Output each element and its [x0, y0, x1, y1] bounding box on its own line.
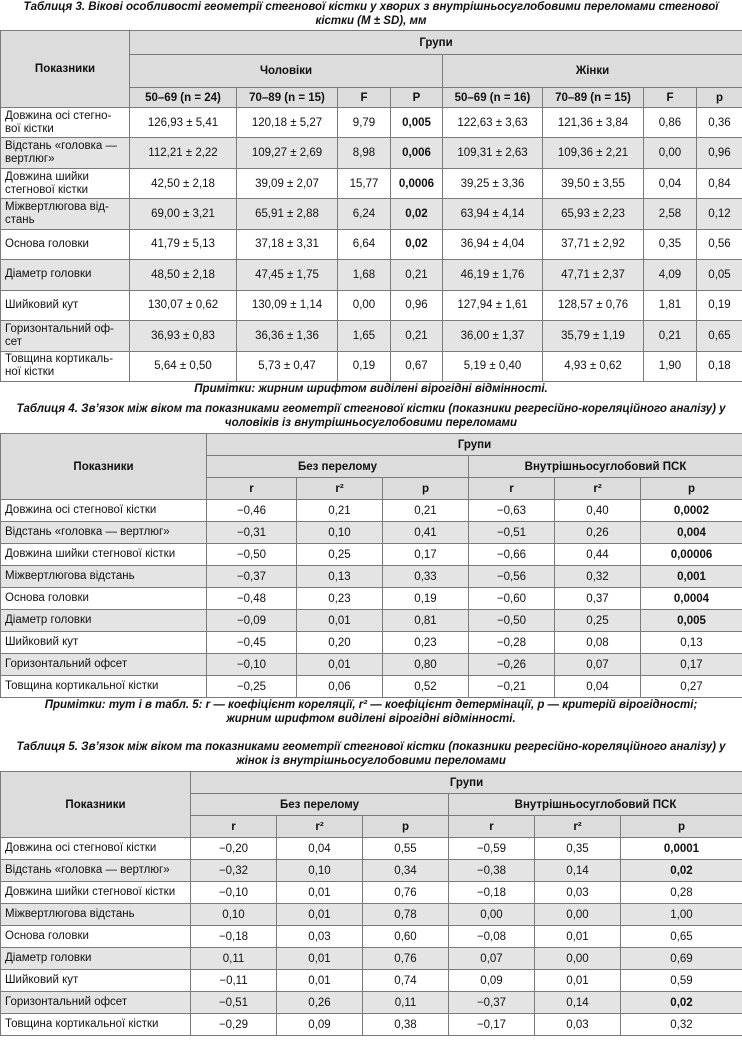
table-cell: −0,46: [207, 500, 297, 522]
row-label: Шийковий кут: [1, 970, 191, 992]
table-cell: 0,006: [391, 138, 443, 168]
table-cell: 0,02: [391, 199, 443, 229]
row-label: Товщина кортикаль-ної кістки: [1, 351, 130, 382]
table-cell: 0,26: [555, 522, 641, 544]
table-cell: 1,00: [621, 904, 742, 926]
table-cell: 39,25 ± 3,36: [443, 168, 543, 198]
table-cell: −0,26: [469, 654, 555, 676]
row-label: Горизонтальний оф-сет: [1, 321, 130, 351]
table-cell: −0,56: [469, 566, 555, 588]
table-cell: −0,17: [449, 1014, 535, 1036]
table-cell: 0,60: [363, 926, 449, 948]
table-cell: 0,14: [535, 992, 621, 1014]
table-cell: 0,00: [535, 904, 621, 926]
table-row: [1, 948, 742, 970]
table-cell: 0,05: [697, 260, 742, 290]
table-cell: 0,56: [697, 229, 742, 259]
table-cell: 109,31 ± 2,63: [443, 138, 543, 168]
table-cell: 0,00006: [641, 544, 742, 566]
row-label: Основа головки: [1, 588, 207, 610]
table-cell: 0,25: [555, 610, 641, 632]
table-cell: 2,58: [644, 199, 697, 229]
table-cell: 0,23: [383, 632, 469, 654]
table-cell: 127,94 ± 1,61: [443, 290, 543, 320]
table3-subheader-cell: 50–69 (n = 16): [443, 88, 543, 108]
table-cell: 0,07: [555, 654, 641, 676]
table-row: [1, 168, 742, 198]
table-row: [1, 138, 742, 168]
table-cell: 0,20: [297, 632, 383, 654]
row-label: Відстань «головка — вертлюг»: [1, 522, 207, 544]
table-row: [1, 610, 742, 632]
table-cell: 112,21 ± 2,22: [130, 138, 237, 168]
table4-header-fracture: Внутрішньосуглобовий ПСК: [469, 456, 742, 478]
table-cell: 0,00: [338, 290, 391, 320]
table-cell: 0,21: [297, 500, 383, 522]
table-cell: 5,73 ± 0,47: [237, 351, 338, 382]
table-cell: 0,09: [277, 1014, 363, 1036]
table-cell: 0,84: [697, 168, 742, 198]
table-cell: 0,33: [383, 566, 469, 588]
table-cell: 109,27 ± 2,69: [237, 138, 338, 168]
table-cell: 0,06: [297, 676, 383, 698]
row-label: Довжина осі стегнової кістки: [1, 838, 191, 860]
table-cell: −0,28: [469, 632, 555, 654]
table-cell: 0,01: [277, 970, 363, 992]
row-label: Міжвертлюгова від-стань: [1, 199, 130, 229]
table4-subheader-cell: p: [383, 478, 469, 500]
table3-header-men: Чоловіки: [130, 55, 443, 88]
table-cell: −0,48: [207, 588, 297, 610]
row-label: Шийковий кут: [1, 290, 130, 320]
table3-subheader-cell: F: [338, 88, 391, 108]
row-label: Довжина шийки стегнової кістки: [1, 168, 130, 198]
table-cell: 0,01: [277, 882, 363, 904]
table-cell: 122,63 ± 3,63: [443, 108, 543, 138]
table-cell: 4,93 ± 0,62: [543, 351, 644, 382]
table-cell: 0,03: [535, 882, 621, 904]
table-cell: 0,12: [697, 199, 742, 229]
table-row: [1, 654, 742, 676]
table-cell: 0,74: [363, 970, 449, 992]
table-cell: −0,45: [207, 632, 297, 654]
table-cell: 0,52: [383, 676, 469, 698]
table-cell: 0,38: [363, 1014, 449, 1036]
table-cell: 0,23: [297, 588, 383, 610]
table-row: [1, 544, 742, 566]
table-cell: 65,93 ± 2,23: [543, 199, 644, 229]
table-cell: 0,96: [391, 290, 443, 320]
table-cell: 0,28: [621, 882, 742, 904]
table-cell: 0,19: [338, 351, 391, 382]
table-cell: 0,10: [277, 860, 363, 882]
table-cell: 47,71 ± 2,37: [543, 260, 644, 290]
table-cell: 0,01: [535, 926, 621, 948]
table-cell: 0,21: [391, 260, 443, 290]
table-cell: −0,29: [191, 1014, 277, 1036]
table-cell: −0,66: [469, 544, 555, 566]
table-cell: 0,40: [555, 500, 641, 522]
table-cell: 0,37: [555, 588, 641, 610]
table-cell: 0,21: [644, 321, 697, 351]
table-row: [1, 970, 742, 992]
table3-note: Примітки: жирним шрифтом виділені вірогідні відмінності.: [194, 383, 548, 395]
table5-header-no-fracture: Без перелому: [191, 794, 449, 816]
table-cell: 0,00: [535, 948, 621, 970]
table-cell: 0,005: [641, 610, 742, 632]
table-cell: 0,80: [383, 654, 469, 676]
row-label: Горизонтальний офсет: [1, 654, 207, 676]
table-cell: 0,76: [363, 882, 449, 904]
table-cell: −0,10: [191, 882, 277, 904]
table-cell: −0,32: [191, 860, 277, 882]
table-cell: 6,64: [338, 229, 391, 259]
table4-note: Примітки: тут і в табл. 5: r — коефіцієнт кореляції, r² — коефіцієнт детермінації, p — критерій вірогідності; жирним шрифтом виділені вірогідні відмінності.: [44, 699, 698, 725]
table-cell: −0,20: [191, 838, 277, 860]
table-cell: 65,91 ± 2,88: [237, 199, 338, 229]
table-cell: 5,64 ± 0,50: [130, 351, 237, 382]
table3-subheader-cell: 70–89 (n = 15): [237, 88, 338, 108]
table-cell: 0,00: [644, 138, 697, 168]
table-cell: 0,13: [641, 632, 742, 654]
table-cell: 0,17: [383, 544, 469, 566]
table-cell: −0,38: [449, 860, 535, 882]
table-cell: −0,21: [469, 676, 555, 698]
table-cell: 0,14: [535, 860, 621, 882]
table-cell: 41,79 ± 5,13: [130, 229, 237, 259]
table-cell: 0,0002: [641, 500, 742, 522]
table-cell: −0,37: [449, 992, 535, 1014]
table3-header-groups: Групи: [130, 31, 742, 55]
table-cell: 63,94 ± 4,14: [443, 199, 543, 229]
table-row: [1, 500, 742, 522]
table-cell: 109,36 ± 2,21: [543, 138, 644, 168]
table-cell: 46,19 ± 1,76: [443, 260, 543, 290]
table-row: [1, 926, 742, 948]
table-cell: −0,51: [191, 992, 277, 1014]
table-cell: 42,50 ± 2,18: [130, 168, 237, 198]
table-cell: 15,77: [338, 168, 391, 198]
table4: [0, 433, 742, 698]
table-cell: −0,18: [449, 882, 535, 904]
table3-subheader-cell: 50–69 (n = 24): [130, 88, 237, 108]
table-cell: 0,27: [641, 676, 742, 698]
table-row: [1, 260, 742, 290]
table5-subheader-cell: r²: [277, 816, 363, 838]
table-cell: 1,68: [338, 260, 391, 290]
row-label: Довжина осі стегнової кістки: [1, 500, 207, 522]
table-row: [1, 566, 742, 588]
table-cell: 0,81: [383, 610, 469, 632]
table3-header-indicators: Показники: [1, 31, 130, 108]
table-cell: 4,09: [644, 260, 697, 290]
table-cell: 0,01: [297, 654, 383, 676]
row-label: Діаметр головки: [1, 610, 207, 632]
table-cell: 0,17: [641, 654, 742, 676]
table-cell: −0,50: [469, 610, 555, 632]
table-cell: 47,45 ± 1,75: [237, 260, 338, 290]
table4-subheader-cell: r: [207, 478, 297, 500]
table-row: [1, 904, 742, 926]
table-cell: 35,79 ± 1,19: [543, 321, 644, 351]
table-cell: −0,10: [207, 654, 297, 676]
table4-caption: Таблиця 4. Зв’язок між віком та показниками геометрії стегнової кістки (показники регресійно-кореляційного аналізу) у чоловіків із внутрішньосуглобовими переломами: [16, 403, 726, 429]
row-label: Відстань «головка — вертлюг»: [1, 860, 191, 882]
table-cell: 0,35: [535, 838, 621, 860]
table-cell: 6,24: [338, 199, 391, 229]
table-cell: 0,00: [449, 904, 535, 926]
table4-header-no-fracture: Без перелому: [207, 456, 469, 478]
row-label: Міжвертлюгова відстань: [1, 566, 207, 588]
table-cell: −0,50: [207, 544, 297, 566]
row-label: Діаметр головки: [1, 948, 191, 970]
table5: [0, 771, 742, 1036]
row-label: Шийковий кут: [1, 632, 207, 654]
table-row: [1, 108, 742, 138]
table-cell: 39,09 ± 2,07: [237, 168, 338, 198]
table-cell: 0,03: [277, 926, 363, 948]
table-cell: 8,98: [338, 138, 391, 168]
table-cell: 37,71 ± 2,92: [543, 229, 644, 259]
table-cell: 0,78: [363, 904, 449, 926]
table-row: [1, 351, 742, 382]
table3: [0, 30, 742, 382]
table-cell: 0,01: [277, 904, 363, 926]
table-cell: 0,25: [297, 544, 383, 566]
table-cell: 0,001: [641, 566, 742, 588]
table-cell: 69,00 ± 3,21: [130, 199, 237, 229]
table-cell: −0,63: [469, 500, 555, 522]
table-cell: 0,0001: [621, 838, 742, 860]
table-row: [1, 676, 742, 698]
table-cell: 0,10: [191, 904, 277, 926]
row-label: Товщина кортикальної кістки: [1, 676, 207, 698]
table-cell: 1,65: [338, 321, 391, 351]
table-cell: 0,76: [363, 948, 449, 970]
table-row: [1, 199, 742, 229]
table-cell: 0,35: [644, 229, 697, 259]
table-cell: 130,07 ± 0,62: [130, 290, 237, 320]
table-cell: −0,37: [207, 566, 297, 588]
table-cell: 0,02: [621, 992, 742, 1014]
table-cell: 1,90: [644, 351, 697, 382]
table-cell: 0,36: [697, 108, 742, 138]
table5-header-indicators: Показники: [1, 772, 191, 838]
table-cell: 0,32: [555, 566, 641, 588]
table-cell: 0,55: [363, 838, 449, 860]
table-cell: 128,57 ± 0,76: [543, 290, 644, 320]
table-cell: 126,93 ± 5,41: [130, 108, 237, 138]
table5-subheader-cell: p: [363, 816, 449, 838]
row-label: Міжвертлюгова відстань: [1, 904, 191, 926]
table-cell: 0,59: [621, 970, 742, 992]
table-cell: 0,005: [391, 108, 443, 138]
row-label: Діаметр головки: [1, 260, 130, 290]
table-cell: 0,08: [555, 632, 641, 654]
table5-subheader-cell: r: [191, 816, 277, 838]
table-row: [1, 588, 742, 610]
table3-subheader-cell: P: [391, 88, 443, 108]
table-cell: 0,07: [449, 948, 535, 970]
table5-subheader-cell: p: [621, 816, 742, 838]
table3-subheader-cell: p: [697, 88, 742, 108]
row-label: Товщина кортикальної кістки: [1, 1014, 191, 1036]
table-cell: 0,01: [297, 610, 383, 632]
table-cell: 9,79: [338, 108, 391, 138]
table-row: [1, 838, 742, 860]
table-cell: −0,51: [469, 522, 555, 544]
table5-caption: Таблиця 5. Зв’язок між віком та показниками геометрії стегнової кістки (показники регресійно-кореляційного аналізу) у жінок із внутрішньосуглобовими переломами: [16, 741, 726, 767]
table4-subheader-cell: r: [469, 478, 555, 500]
table3-caption: Таблиця 3. Вікові особливості геометрії стегнової кістки у хворих з внутрішньосуглобовими переломами стегнової кістки (M ± SD), мм: [23, 1, 719, 27]
table-row: [1, 1014, 742, 1036]
table-cell: 0,21: [383, 500, 469, 522]
table-cell: 0,41: [383, 522, 469, 544]
table-cell: 0,04: [277, 838, 363, 860]
table-cell: 0,04: [555, 676, 641, 698]
table-cell: −0,09: [207, 610, 297, 632]
table-cell: 0,19: [383, 588, 469, 610]
table-cell: −0,11: [191, 970, 277, 992]
table-cell: 36,36 ± 1,36: [237, 321, 338, 351]
table4-subheader-cell: r²: [297, 478, 383, 500]
row-label: Відстань «головка — вертлюг»: [1, 138, 130, 168]
table-cell: 0,69: [621, 948, 742, 970]
table-cell: 0,01: [535, 970, 621, 992]
table-cell: 36,94 ± 4,04: [443, 229, 543, 259]
table-cell: −0,59: [449, 838, 535, 860]
table-cell: 0,26: [277, 992, 363, 1014]
table-cell: 121,36 ± 3,84: [543, 108, 644, 138]
table3-subheader-cell: 70–89 (n = 15): [543, 88, 644, 108]
row-label: Горизонтальний офсет: [1, 992, 191, 1014]
table4-header-groups: Групи: [207, 434, 742, 456]
table3-header-women: Жінки: [443, 55, 742, 88]
table-cell: 0,03: [535, 1014, 621, 1036]
table-cell: −0,18: [191, 926, 277, 948]
table5-subheader-cell: r: [449, 816, 535, 838]
table-cell: 0,11: [363, 992, 449, 1014]
table-cell: 0,65: [697, 321, 742, 351]
table-cell: 0,32: [621, 1014, 742, 1036]
table-cell: 0,86: [644, 108, 697, 138]
table-cell: 0,02: [391, 229, 443, 259]
table-cell: 0,44: [555, 544, 641, 566]
table5-header-groups: Групи: [191, 772, 742, 794]
table4-subheader-cell: p: [641, 478, 742, 500]
table-cell: 0,13: [297, 566, 383, 588]
table-cell: 130,09 ± 1,14: [237, 290, 338, 320]
table-cell: −0,25: [207, 676, 297, 698]
row-label: Довжина шийки стегнової кістки: [1, 544, 207, 566]
table-cell: 1,81: [644, 290, 697, 320]
table-cell: 0,0004: [641, 588, 742, 610]
row-label: Довжина шийки стегнової кістки: [1, 882, 191, 904]
table-cell: 48,50 ± 2,18: [130, 260, 237, 290]
table-cell: −0,31: [207, 522, 297, 544]
table-cell: 0,21: [391, 321, 443, 351]
table-row: [1, 860, 742, 882]
table3-subheader-cell: F: [644, 88, 697, 108]
row-label: Основа головки: [1, 229, 130, 259]
table-cell: 0,02: [621, 860, 742, 882]
table-cell: 39,50 ± 3,55: [543, 168, 644, 198]
table-cell: 0,67: [391, 351, 443, 382]
table5-subheader-cell: r²: [535, 816, 621, 838]
table4-header-indicators: Показники: [1, 434, 207, 500]
table-row: [1, 632, 742, 654]
table-cell: 120,18 ± 5,27: [237, 108, 338, 138]
table4-subheader-cell: r²: [555, 478, 641, 500]
table-cell: 0,96: [697, 138, 742, 168]
table-cell: 0,04: [644, 168, 697, 198]
table-cell: 0,18: [697, 351, 742, 382]
table-cell: 0,19: [697, 290, 742, 320]
table-row: [1, 290, 742, 320]
table-cell: −0,60: [469, 588, 555, 610]
table-cell: 0,11: [191, 948, 277, 970]
table-cell: 5,19 ± 0,40: [443, 351, 543, 382]
table-row: [1, 882, 742, 904]
table-cell: 37,18 ± 3,31: [237, 229, 338, 259]
table-cell: 36,00 ± 1,37: [443, 321, 543, 351]
table-cell: 0,10: [297, 522, 383, 544]
table-cell: 0,01: [277, 948, 363, 970]
table-cell: 0,09: [449, 970, 535, 992]
table-cell: 0,004: [641, 522, 742, 544]
table-row: [1, 229, 742, 259]
table-row: [1, 992, 742, 1014]
row-label: Довжина осі стегно-вої кістки: [1, 108, 130, 138]
table-cell: 0,34: [363, 860, 449, 882]
row-label: Основа головки: [1, 926, 191, 948]
table5-header-fracture: Внутрішньосуглобовий ПСК: [449, 794, 742, 816]
table-cell: 0,65: [621, 926, 742, 948]
table-cell: −0,08: [449, 926, 535, 948]
table-cell: 0,0006: [391, 168, 443, 198]
table-row: [1, 522, 742, 544]
table-row: [1, 321, 742, 351]
table-cell: 36,93 ± 0,83: [130, 321, 237, 351]
